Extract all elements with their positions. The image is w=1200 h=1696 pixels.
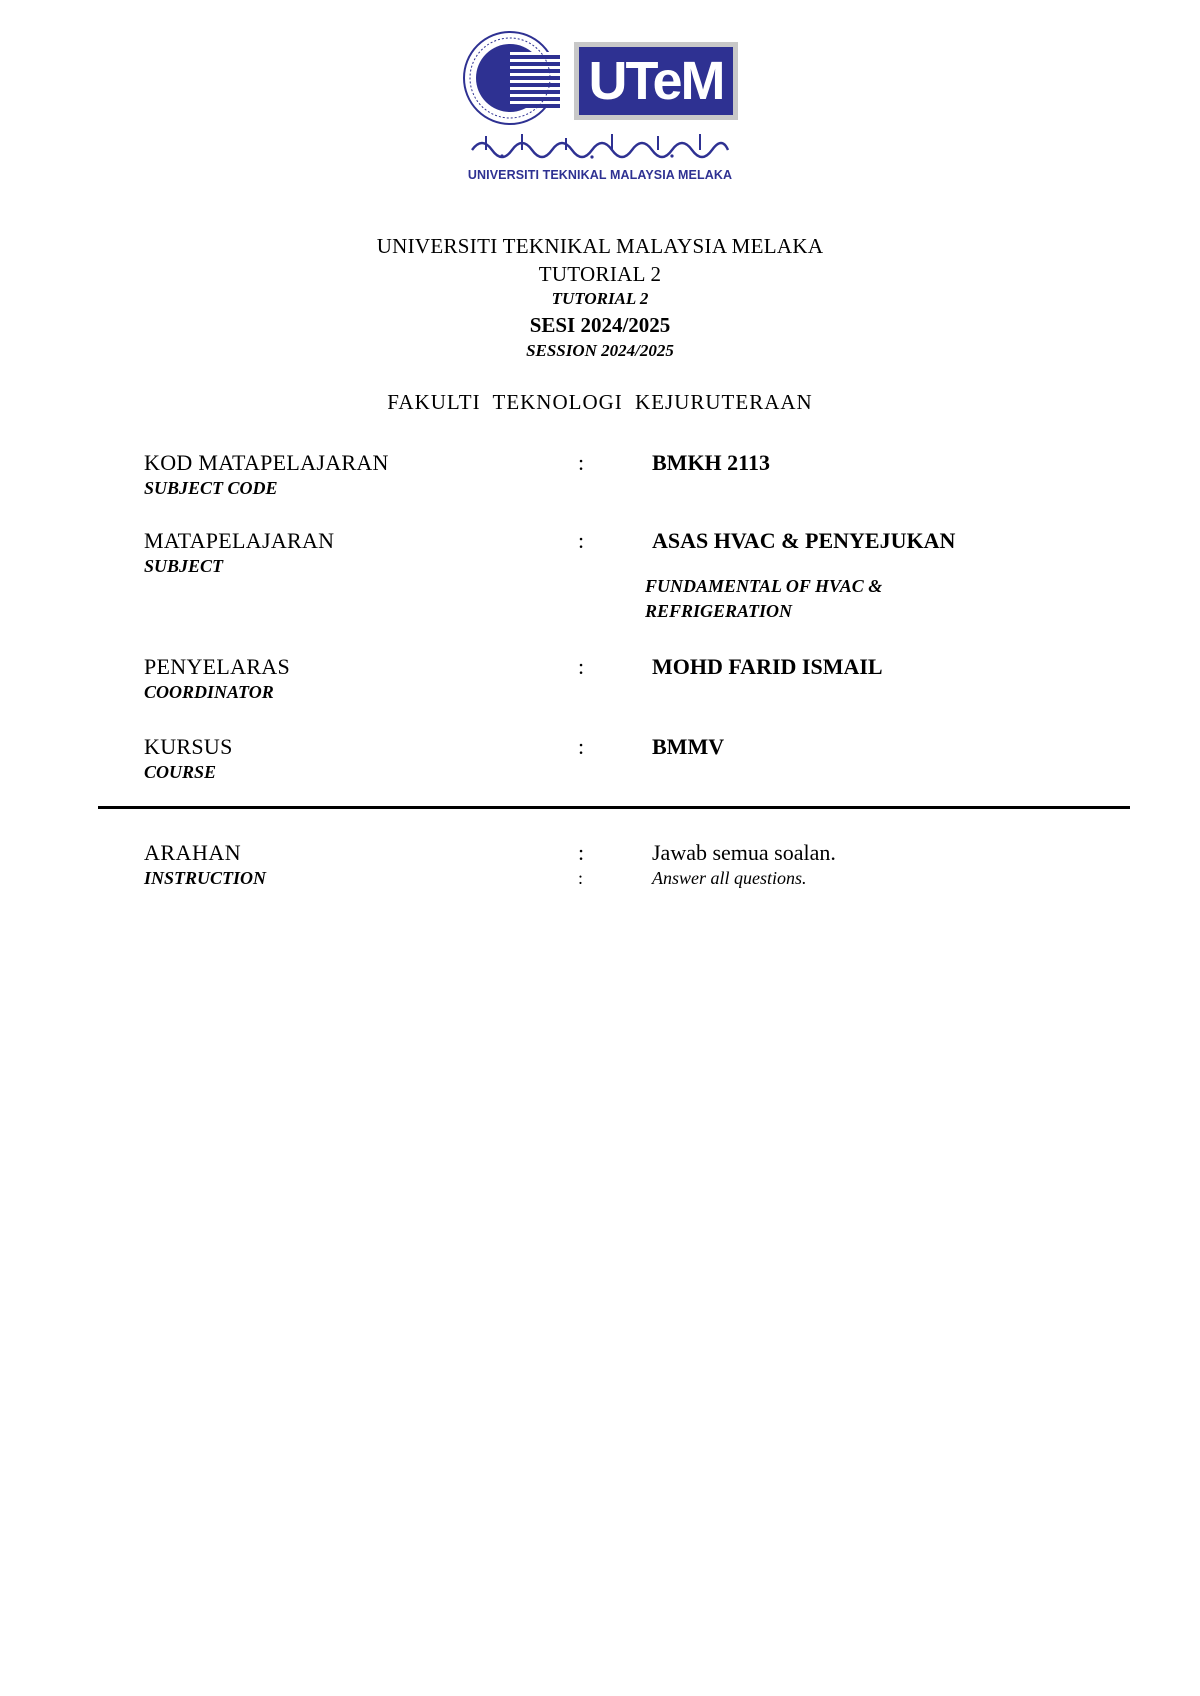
instruction-label-my: ARAHAN — [144, 840, 242, 865]
tutorial-title-en: TUTORIAL 2 — [551, 289, 649, 308]
value-en-line-2: REFRIGERATION — [645, 601, 793, 621]
document-heading — [0, 232, 1200, 362]
logo-jawi-script — [462, 126, 738, 162]
value: MOHD FARID ISMAIL — [652, 654, 883, 679]
tutorial-title: TUTORIAL 2 — [538, 262, 662, 286]
instruction-value-en: Answer all questions. — [652, 868, 807, 888]
instruction-label-en: INSTRUCTION — [144, 868, 267, 888]
instruction-value-my: Jawab semua soalan. — [652, 840, 836, 865]
value-en-line-1: FUNDAMENTAL OF HVAC & — [645, 576, 883, 596]
label-en: COURSE — [144, 762, 217, 782]
session-en: SESSION 2024/2025 — [526, 341, 674, 360]
label-my: KURSUS — [144, 734, 233, 759]
logo-caption: UNIVERSITI TEKNIKAL MALAYSIA MELAKA — [467, 168, 733, 182]
logo-brand — [574, 42, 738, 120]
section-divider — [98, 806, 1130, 809]
colon-en: : — [578, 868, 584, 888]
university-name: UNIVERSITI TEKNIKAL MALAYSIA MELAKA — [376, 234, 824, 258]
label-en: SUBJECT — [144, 556, 224, 576]
label-my: MATAPELAJARAN — [144, 528, 335, 553]
session-my: SESI 2024/2025 — [529, 313, 671, 337]
label-my: PENYELARAS — [144, 654, 291, 679]
label-en: COORDINATOR — [144, 682, 274, 702]
colon: : — [578, 654, 585, 679]
colon: : — [578, 734, 585, 759]
logo-brand-text: UTeM — [588, 51, 724, 111]
faculty-name: FAKULTI TEKNOLOGI KEJURUTERAAN — [387, 390, 813, 414]
utem-logo — [462, 30, 738, 190]
value: BMMV — [652, 734, 725, 759]
colon: : — [578, 450, 585, 475]
colon: : — [578, 528, 585, 553]
value: ASAS HVAC & PENYEJUKAN — [652, 528, 956, 553]
colon: : — [578, 840, 585, 865]
label-en: SUBJECT CODE — [144, 478, 278, 498]
label-my: KOD MATAPELAJARAN — [144, 450, 389, 475]
value: BMKH 2113 — [652, 450, 770, 475]
